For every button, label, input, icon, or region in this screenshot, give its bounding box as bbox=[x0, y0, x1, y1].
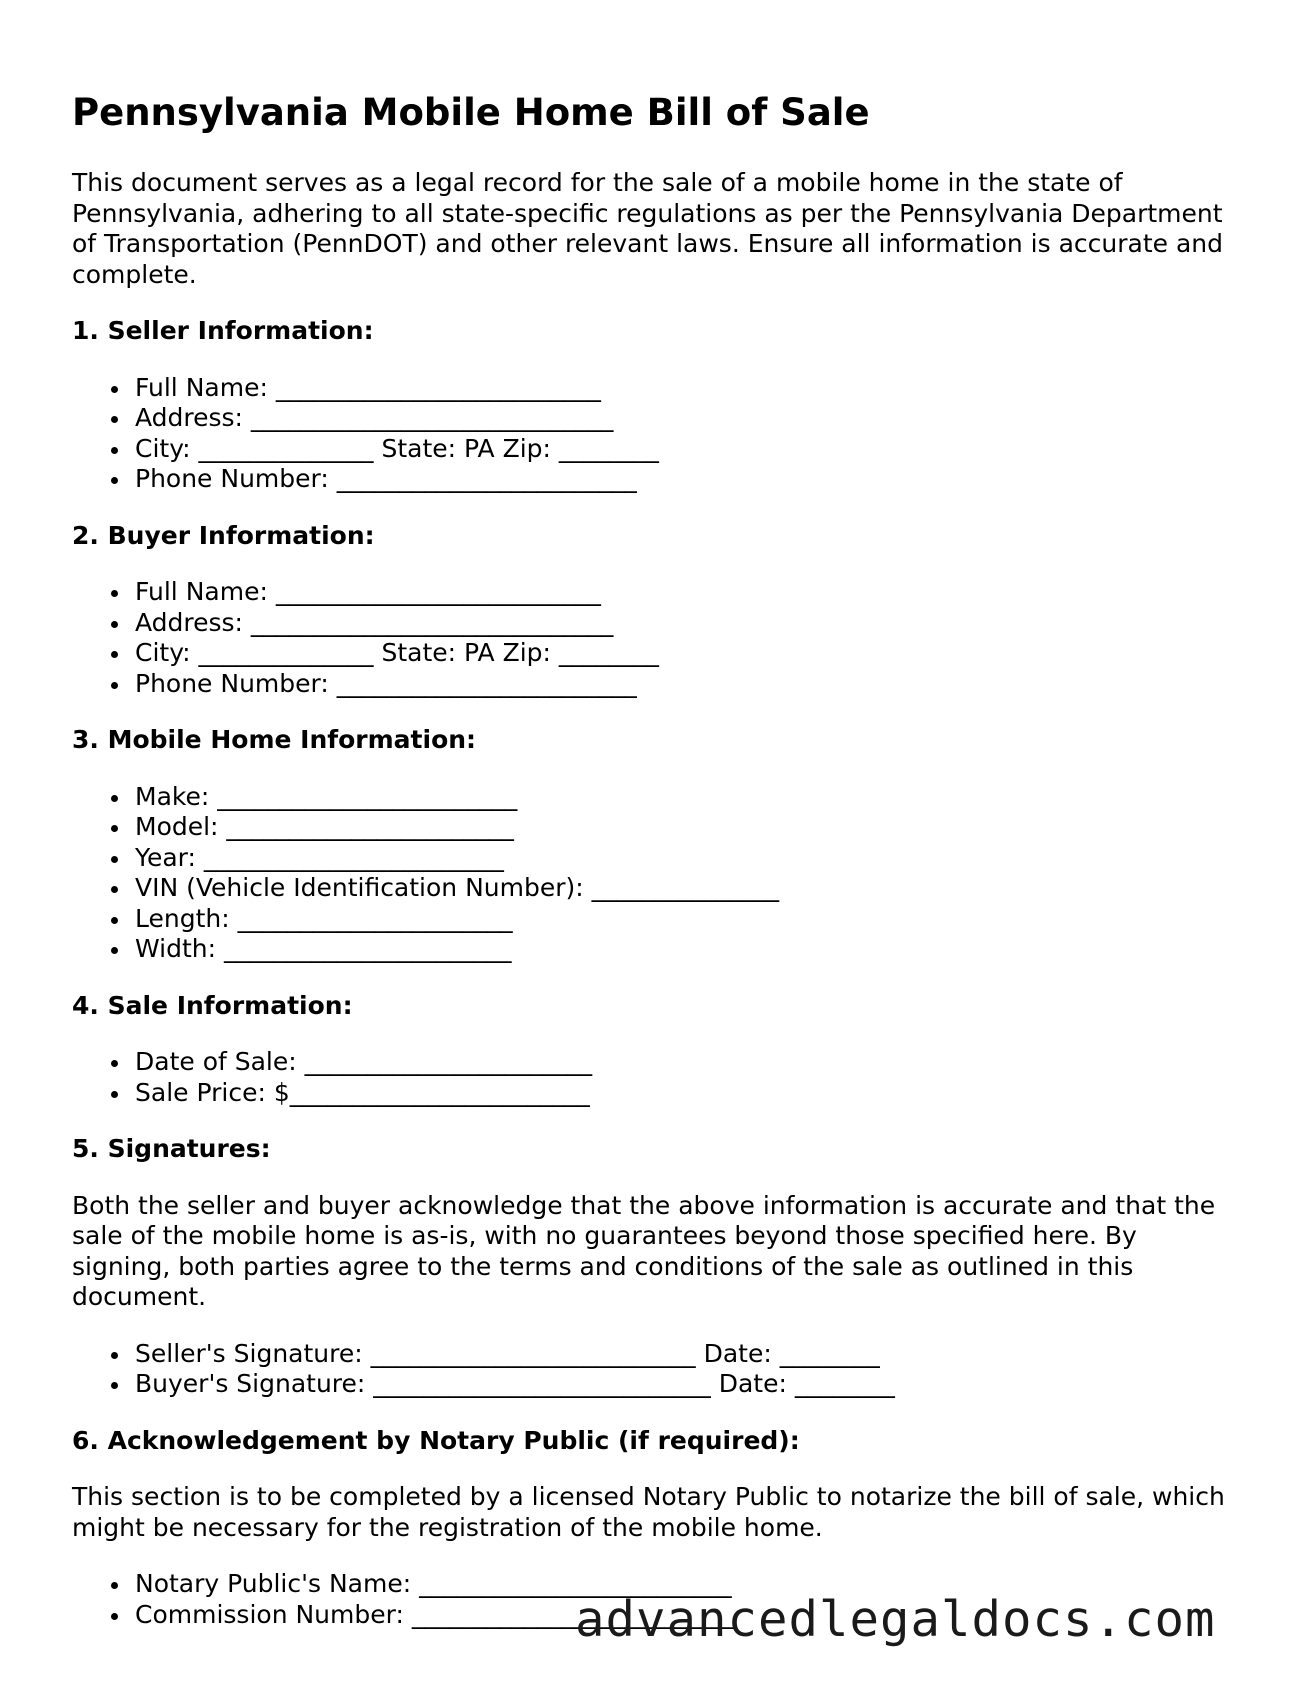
sale-price-field: Sale Price: $________________________ bbox=[72, 1078, 1242, 1109]
buyer-full-name-field: Full Name: __________________________ bbox=[72, 577, 1242, 608]
buyer-address-field: Address: _____________________________ bbox=[72, 608, 1242, 639]
sale-field-list bbox=[72, 1047, 1242, 1108]
signatures-paragraph: Both the seller and buyer acknowledge that the above information is accurate and that the sale of the mobile home is as-is, with no guarantees beyond those specified here. By signing, both parties agree to the terms and conditions of the sale as outlined in this document. bbox=[72, 1190, 1216, 1311]
sale-heading: 4. Sale Information: bbox=[72, 990, 353, 1020]
date-of-sale-field: Date of Sale: _______________________ bbox=[72, 1047, 1242, 1078]
buyer-city-state-zip-field: City: ______________ State: PA Zip: ________ bbox=[72, 638, 1242, 669]
vin-field: VIN (Vehicle Identification Number): _______________ bbox=[72, 873, 1242, 904]
notary-name-field: Notary Public's Name: _________________________ bbox=[72, 1569, 1242, 1600]
seller-full-name-field: Full Name: __________________________ bbox=[72, 373, 1242, 404]
seller-phone-field: Phone Number: ________________________ bbox=[72, 464, 1242, 495]
commission-number-field: Commission Number: __________________________ bbox=[72, 1600, 1242, 1631]
document-title: Pennsylvania Mobile Home Bill of Sale bbox=[72, 91, 870, 134]
width-field: Width: _______________________ bbox=[72, 934, 1242, 965]
make-field: Make: ________________________ bbox=[72, 782, 1242, 813]
buyer-phone-field: Phone Number: ________________________ bbox=[72, 669, 1242, 700]
signatures-heading: 5. Signatures: bbox=[72, 1134, 271, 1163]
seller-city-state-zip-field: City: ______________ State: PA Zip: ________ bbox=[72, 434, 1242, 465]
watermark: advancedlegaldocs.com bbox=[575, 1591, 1216, 1648]
buyer-signature-field: Buyer's Signature: ___________________________ Date: ________ bbox=[72, 1369, 1242, 1400]
buyer-field-list bbox=[72, 577, 1242, 699]
signature-field-list bbox=[72, 1339, 1242, 1400]
notary-paragraph: This section is to be completed by a licensed Notary Public to notarize the bill of sale, which might be necessary for the registration of the mobile home. bbox=[72, 1482, 1225, 1542]
length-field: Length: ______________________ bbox=[72, 904, 1242, 935]
seller-heading: 1. Seller Information: bbox=[72, 316, 374, 345]
document-page bbox=[72, 88, 1242, 1656]
seller-signature-field: Seller's Signature: __________________________ Date: ________ bbox=[72, 1339, 1242, 1370]
mobile-home-heading: 3. Mobile Home Information: bbox=[72, 725, 477, 754]
notary-heading: 6. Acknowledgement by Notary Public (if required): bbox=[72, 1425, 800, 1455]
year-field: Year: ________________________ bbox=[72, 843, 1242, 874]
buyer-heading: 2. Buyer Information: bbox=[72, 520, 375, 550]
seller-address-field: Address: _____________________________ bbox=[72, 403, 1242, 434]
intro-paragraph: This document serves as a legal record for the sale of a mobile home in the state of Pennsylvania, adhering to all state-specific regulations as per the Pennsylvania Department of Transportation (PennDOT) and other relevant laws. Ensure all information is accurate and complete. bbox=[72, 168, 1224, 289]
seller-field-list bbox=[72, 373, 1242, 495]
mobile-home-field-list bbox=[72, 782, 1242, 965]
model-field: Model: _______________________ bbox=[72, 812, 1242, 843]
